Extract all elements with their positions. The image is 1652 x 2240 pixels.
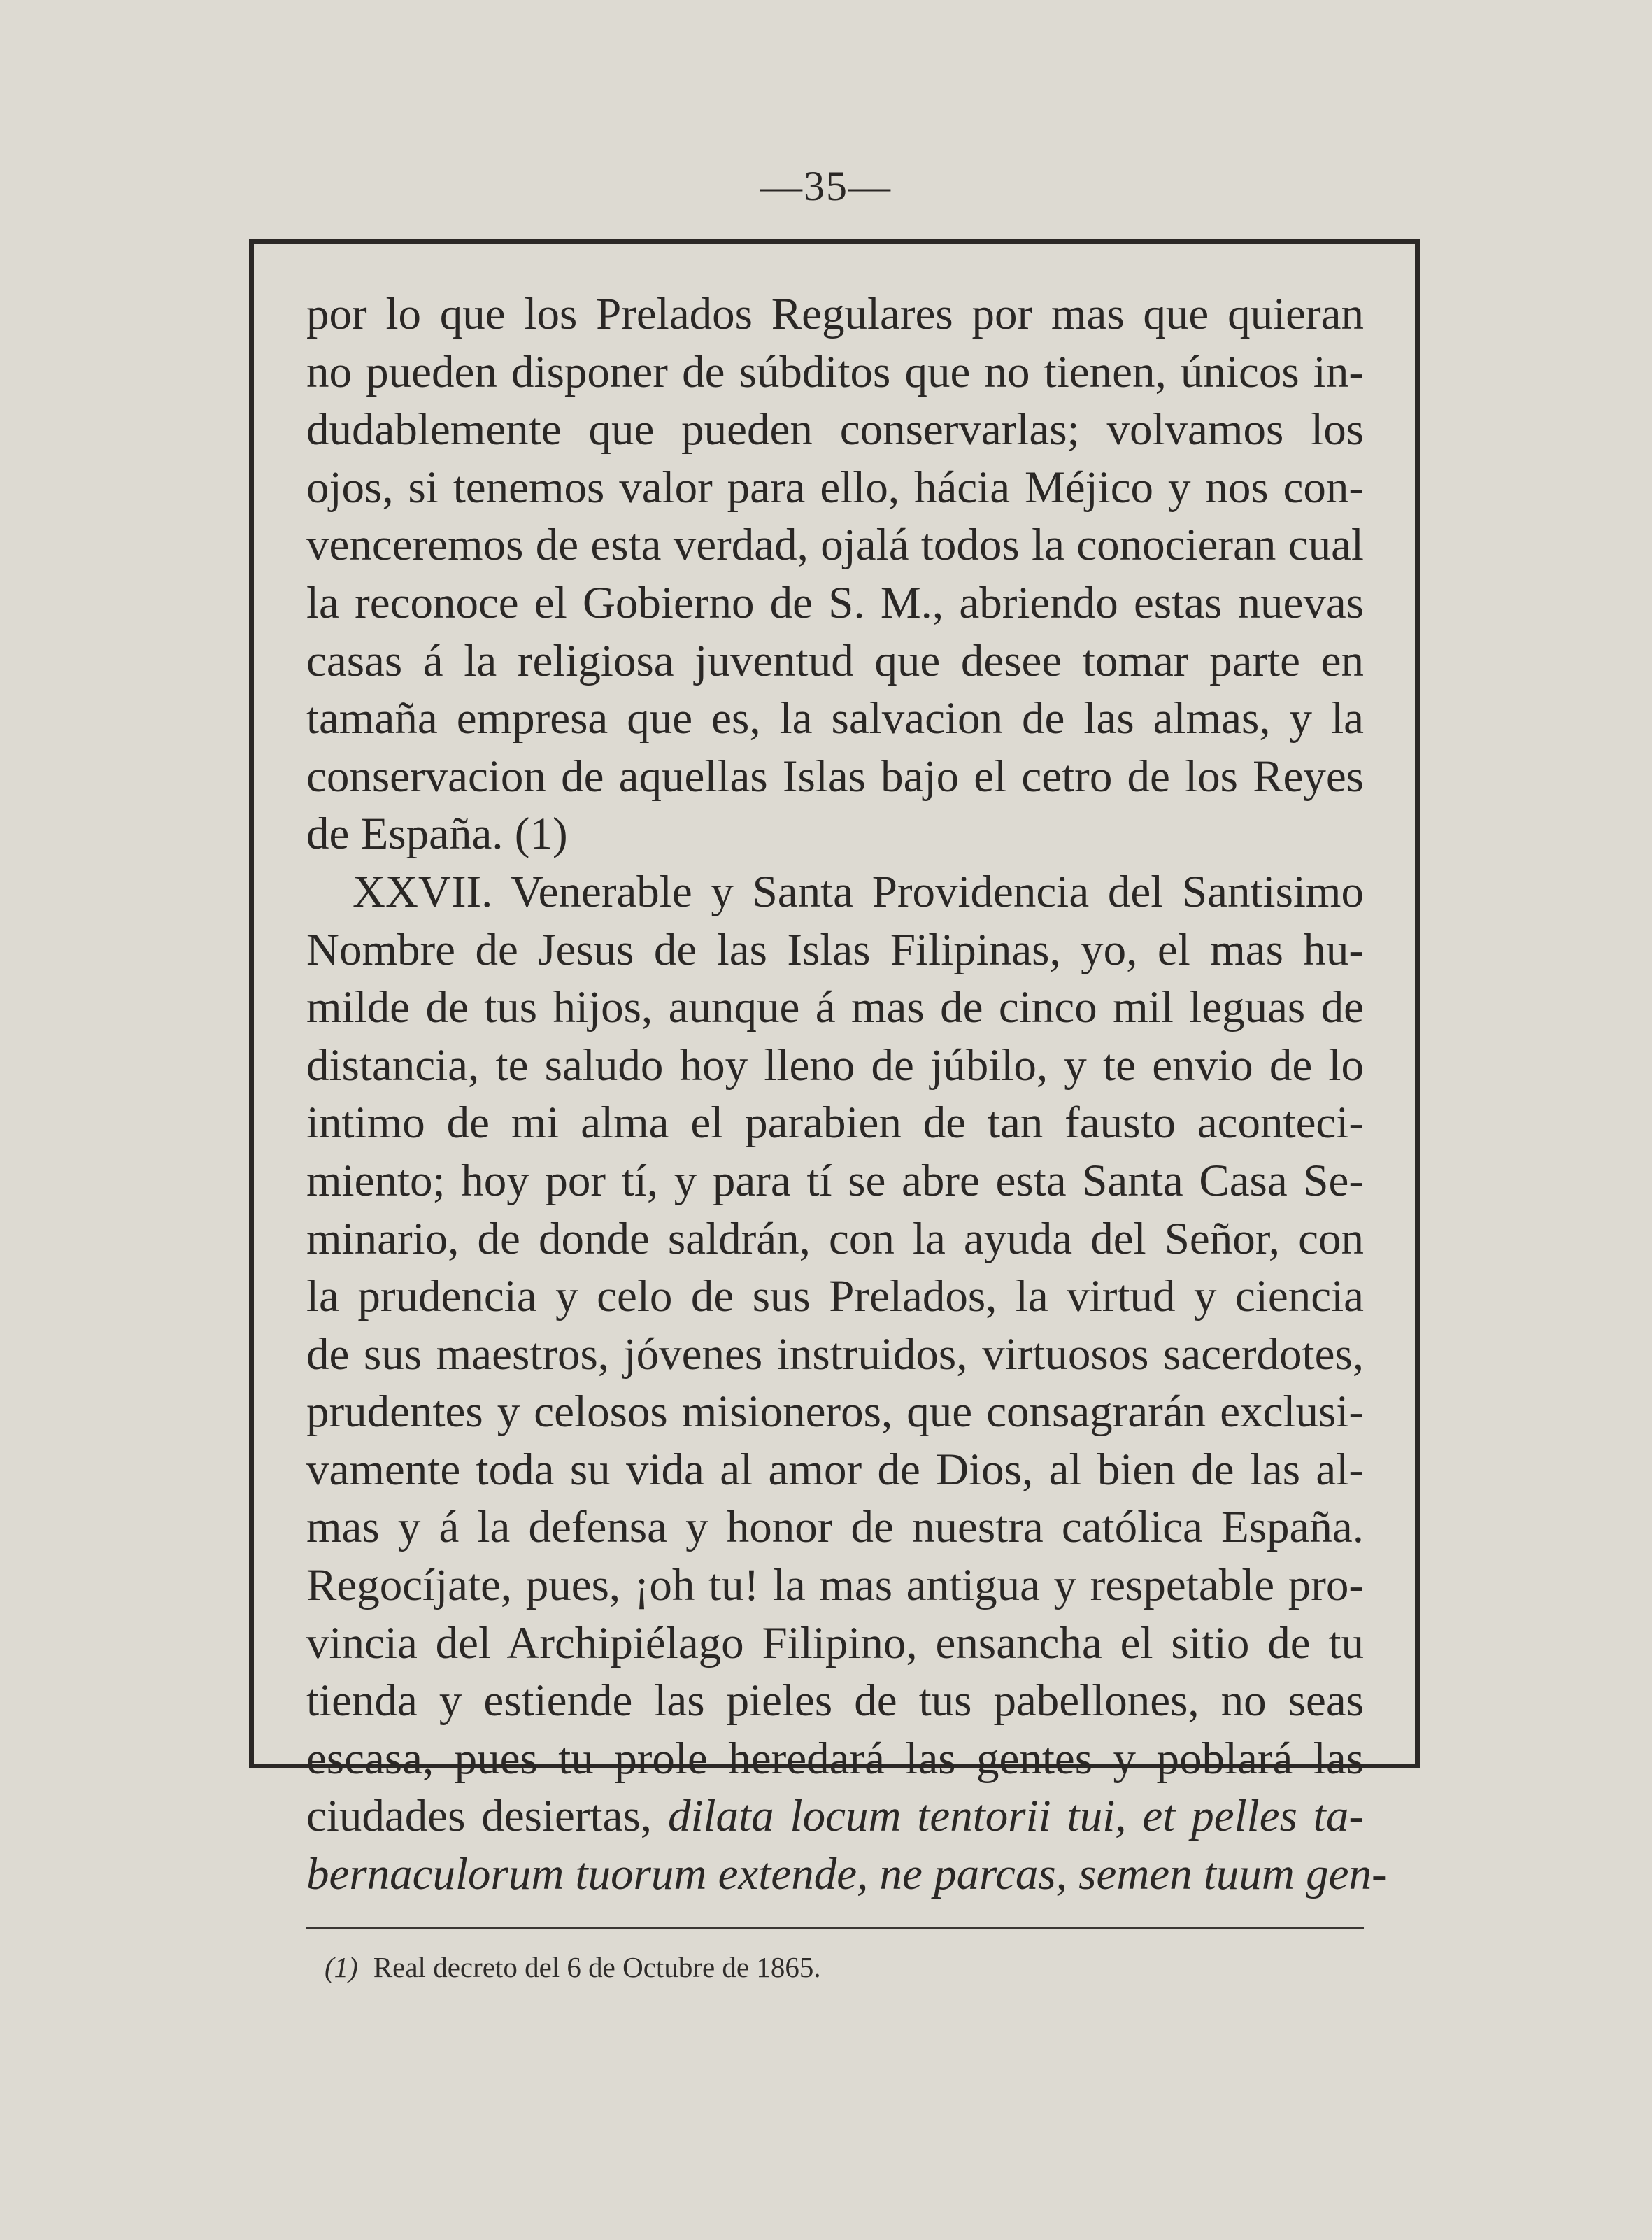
text-line: escasa, pues tu prole heredará las gentes y poblará las: [306, 1733, 1364, 1784]
text-line: no pueden disponer de súbditos que no tienen, únicos in-: [306, 346, 1364, 397]
text-line: miento; hoy por tí, y para tí se abre esta Santa Casa Se-: [306, 1155, 1364, 1206]
text-roman: ciudades desiertas,: [306, 1791, 652, 1842]
text-line: milde de tus hijos, aunque á mas de cinco mil leguas de: [306, 982, 1364, 1033]
footnote: [325, 1948, 821, 1987]
text-line: Nombre de Jesus de las Islas Filipinas, yo, el mas hu-: [306, 924, 1364, 975]
text-line: de sus maestros, jóvenes instruidos, virtuosos sacerdotes,: [306, 1328, 1364, 1380]
text-line: ojos, si tenemos valor para ello, hácia Méjico y nos con-: [306, 462, 1364, 513]
body-text: [306, 285, 1387, 1904]
text-line-mixed: [306, 1787, 1364, 1845]
text-line: la reconoce el Gobierno de S. M., abriendo estas nuevas: [306, 577, 1364, 628]
text-line-latin: [306, 1845, 1387, 1904]
text-line: vincia del Archipiélago Filipino, ensancha el sitio de tu: [306, 1617, 1364, 1668]
footnote-divider: [306, 1927, 1364, 1929]
page-number: —35—: [760, 163, 892, 209]
text-line: vamente toda su vida al amor de Dios, al bien de las al-: [306, 1444, 1364, 1495]
footnote-mark: (1): [325, 1951, 358, 1983]
text-line: intimo de mi alma el parabien de tan fausto aconteci-: [306, 1098, 1364, 1149]
text-line: minario, de donde saldrán, con la ayuda del Señor, con: [306, 1213, 1364, 1264]
text-line: tienda y estiende las pieles de tus pabellones, no seas: [306, 1675, 1364, 1727]
text-line: distancia, te saludo hoy lleno de júbilo, y te envio de lo: [306, 1040, 1364, 1091]
latin-quote: dilata locum tentorii tui, et pelles ta-: [667, 1791, 1365, 1842]
text-line: Regocíjate, pues, ¡oh tu! la mas antigua y respetable pro-: [306, 1560, 1364, 1611]
text-line: la prudencia y celo de sus Prelados, la virtud y ciencia: [306, 1271, 1364, 1322]
text-line: casas á la religiosa juventud que desee tomar parte en: [306, 635, 1364, 686]
text-line: conservacion de aquellas Islas bajo el cetro de los Reyes: [306, 751, 1364, 802]
text-line: XXVII. Venerable y Santa Providencia del Santisimo: [353, 866, 1364, 917]
text-line: dudablemente que pueden conservarlas; volvamos los: [306, 404, 1364, 455]
text-line: tamaña empresa que es, la salvacion de las almas, y la: [306, 693, 1364, 744]
text-line: mas y á la defensa y honor de nuestra católica España.: [306, 1502, 1364, 1553]
text-line: venceremos de esta verdad, ojalá todos la conocieran cual: [306, 520, 1364, 571]
latin-quote: bernaculorum tuorum extende, ne parcas, semen tuum gen-: [306, 1849, 1387, 1900]
text-line: prudentes y celosos misioneros, que consagrarán exclusi-: [306, 1387, 1364, 1438]
text-line: de España. (1): [306, 809, 568, 860]
text-line: por lo que los Prelados Regulares por mas que quieran: [306, 289, 1364, 339]
footnote-text: Real decreto del 6 de Octubre de 1865.: [373, 1951, 821, 1983]
